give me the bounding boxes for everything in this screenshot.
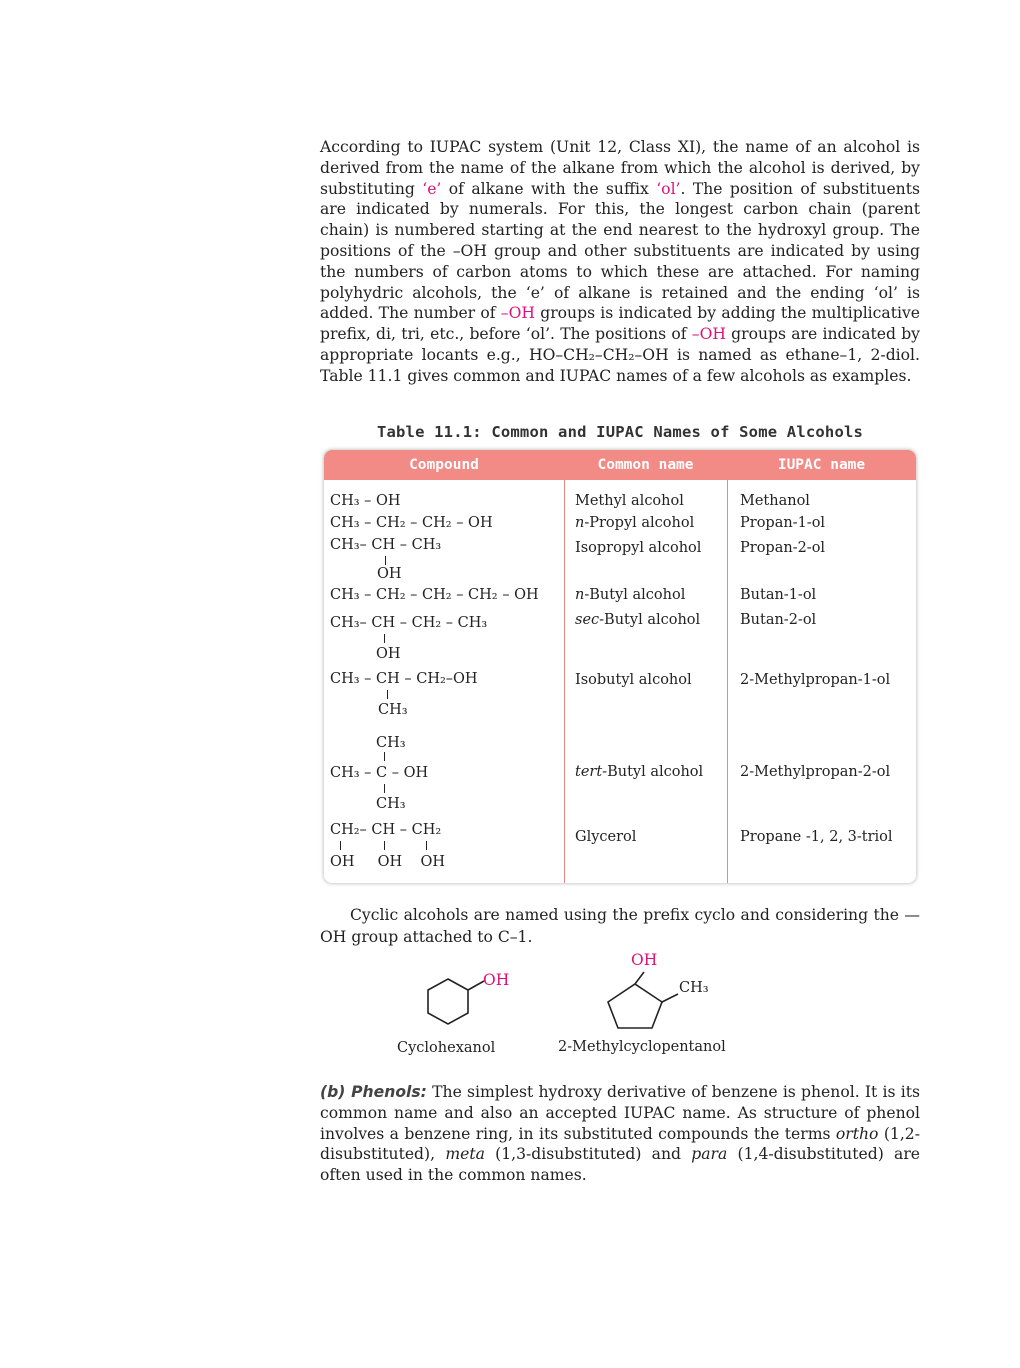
methylcyclopentanol-ch3: CH₃ [679, 980, 709, 996]
common-name-methanol: Methyl alcohol [575, 493, 684, 509]
iupac-name-butan-2-ol: Butan-2-ol [740, 612, 817, 628]
cyclic-section [320, 904, 920, 948]
iupac-name-glycerol: Propane -1, 2, 3-triol [740, 829, 893, 845]
common-name-propan-2-ol: Isopropyl alcohol [575, 540, 702, 556]
common-name-butan-2-ol: sec-Butyl alcohol [575, 612, 701, 628]
compound-propan-2-ol: CH₃– CH – CH₃ [330, 537, 442, 553]
header-iupac-name: IUPAC name [777, 457, 866, 473]
common-name-tert-butanol: tert-Butyl alcohol [575, 764, 704, 780]
compound-glycerol: CH₂– CH – CH₂ [330, 822, 442, 838]
oh-group-1: –OH [500, 304, 535, 323]
bond-line [426, 841, 427, 850]
intro-section [320, 137, 920, 387]
common-name-butan-1-ol: n-Butyl alcohol [575, 587, 686, 603]
compound-propan-1-ol: CH₃ – CH₂ – CH₂ – OH [330, 515, 493, 531]
methylcyclopentanol-label: 2-Methylcyclopentanol [558, 1039, 726, 1055]
iupac-name-isobutanol: 2-Methylpropan-1-ol [740, 672, 891, 688]
compound-methanol: CH₃ – OH [330, 493, 401, 509]
cyclohexanol-oh: OH [483, 971, 510, 989]
header-common-name: Common name [597, 457, 694, 473]
bond-line [384, 634, 385, 643]
oh-group-2: –OH [691, 325, 726, 344]
bond-line [387, 690, 388, 699]
column-divider [564, 480, 565, 883]
compound-butan-2-ol: CH₃– CH – CH₂ – CH₃ [330, 615, 488, 631]
phenols-section [320, 1082, 920, 1186]
iupac-name-methanol: Methanol [740, 493, 810, 509]
common-name-glycerol: Glycerol [575, 829, 637, 845]
methylcyclopentanol-oh: OH [631, 951, 658, 969]
compound-tert-butanol-top: CH₃ [376, 735, 406, 751]
phenols-paragraph: (b) Phenols: The simplest hydroxy derivative of benzene is phenol. It is its common name and also an accepted IUPAC name. As structure of phenol involves a benzene ring, in its substituted compounds the terms ortho (1,2- disubstituted), meta (1,3-disubstituted) and para (1,4-disubstituted) are often used in the common names. [320, 1083, 921, 1185]
bond-line [384, 752, 385, 761]
phenols-heading: (b) Phenols: [320, 1083, 427, 1101]
methylcyclopentanol-structure [600, 966, 700, 1036]
compound-isobutanol-ch3: CH₃ [378, 702, 408, 718]
common-name-isobutanol: Isobutyl alcohol [575, 672, 692, 688]
compound-glycerol-oh: OH OH OH [330, 854, 446, 870]
compound-tert-butanol: CH₃ – C – OH [330, 765, 429, 781]
iupac-name-tert-butanol: 2-Methylpropan-2-ol [740, 764, 891, 780]
compound-propan-2-ol-oh: OH [377, 566, 402, 582]
column-divider [727, 480, 728, 883]
ol-suffix: ‘ol’ [656, 179, 681, 198]
iupac-name-propan-1-ol: Propan-1-ol [740, 515, 826, 531]
table-caption: Table 11.1: Common and IUPAC Names of Some Alcohols [376, 423, 864, 441]
table-header [324, 450, 916, 480]
e-char: ‘e’ [422, 179, 442, 198]
bond-line [384, 841, 385, 850]
iupac-name-butan-1-ol: Butan-1-ol [740, 587, 817, 603]
common-name-propan-1-ol: n-Propyl alcohol [575, 515, 695, 531]
compound-butan-1-ol: CH₃ – CH₂ – CH₂ – CH₂ – OH [330, 587, 539, 603]
iupac-name-propan-2-ol: Propan-2-ol [740, 540, 826, 556]
bond-line [340, 841, 341, 850]
cyclic-paragraph: Cyclic alcohols are named using the prefix cyclo and considering the —OH group attached to C–1. [320, 906, 920, 946]
bond-line [385, 556, 386, 565]
compound-butan-2-ol-oh: OH [376, 646, 401, 662]
cyclohexanol-label: Cyclohexanol [397, 1040, 496, 1056]
header-compound: Compound [409, 457, 479, 473]
compound-isobutanol: CH₃ – CH – CH₂–OH [330, 671, 478, 687]
compound-tert-butanol-bottom: CH₃ [376, 796, 406, 812]
intro-paragraph: According to IUPAC system (Unit 12, Class XI), the name of an alcohol is derived from the name of the alkane from which the alcohol is derived, by substituting ‘e’ of alkane with the suffix ‘ol’. The position of substituents are indicated by numerals. For this, the longest carbon chain (parent chain) is numbered starting at the end nearest to the hydroxyl group. The positions of the –OH group and other substituents are indicated by using the numbers of carbon atoms to which these are attached. For naming polyhydric alcohols, the ‘e’ of alkane is retained and the ending ‘ol’ is added. The number of –OH groups is indicated by adding the multiplicative prefix, di, tri, etc., before ‘ol’. The positions of –OH groups are indicated by appropriate locants e.g., HO–CH₂–CH₂–OH is named as ethane–1, 2-diol. Table 11.1 gives common and IUPAC names of a few alcohols as examples. [320, 138, 920, 385]
alcohols-table [324, 450, 916, 883]
bond-line [384, 784, 385, 793]
